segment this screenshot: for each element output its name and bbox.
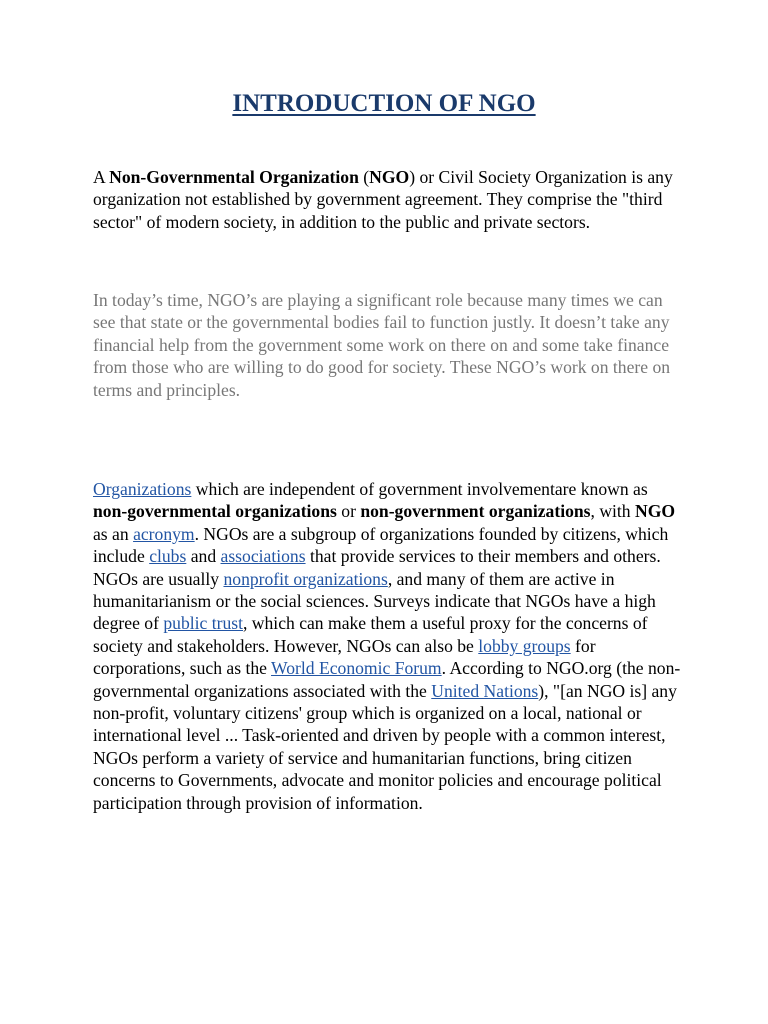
link-associations[interactable]: associations xyxy=(220,546,306,567)
paragraph-definition xyxy=(93,166,683,233)
link-nonprofit-organizations[interactable]: nonprofit organizations xyxy=(223,568,388,589)
bold-term: non-governmental organizations xyxy=(93,501,337,522)
text-run: and xyxy=(186,546,221,567)
link-organizations[interactable]: Organizations xyxy=(93,479,192,499)
link-world-economic-forum[interactable]: World Economic Forum xyxy=(271,658,442,679)
link-public-trust[interactable]: public trust xyxy=(163,613,243,634)
text-run: A xyxy=(93,167,110,187)
link-clubs[interactable]: clubs xyxy=(149,546,187,567)
text-run: that provide services to their members and others. NGOs are usually xyxy=(93,546,661,589)
text-run: as an xyxy=(93,523,134,544)
text-run: ) or Civil Society Organization is any organization not established by government agreement. They comprise the "third sector" of modern society, in addition to the public and private sectors. xyxy=(93,167,673,232)
text-run: , with xyxy=(590,501,635,522)
bold-term: Non-Governmental Organization xyxy=(109,167,359,187)
bold-term: NGO xyxy=(369,167,410,187)
text-run: . NGOs are a subgroup of organizations founded by citizens, which include xyxy=(93,523,669,567)
paragraph-organizations xyxy=(93,478,683,814)
bold-term: NGO xyxy=(635,501,676,522)
text-run: , which can make them a useful proxy for the concerns of society and stakeholders. However, NGOs can also be xyxy=(93,613,648,656)
document-title: INTRODUCTION OF NGO xyxy=(232,90,536,117)
bold-term: non-government organizations xyxy=(360,501,591,522)
paragraph-role: In today’s time, NGO’s are playing a significant role because many times we can see that state or the governmental bodies fail to function justly. It doesn’t take any financial help from the government some work on there on and some take finance from those who are willing to do good for society. These NGO’s work on there on terms and principles. xyxy=(93,290,671,400)
text-run: , and many of them are active in humanitarianism or the social sciences. Surveys indicate that NGOs have a high degree of xyxy=(93,568,656,634)
text-run: or xyxy=(336,501,361,522)
link-acronym[interactable]: acronym xyxy=(133,523,195,544)
text-run: for corporations, such as the xyxy=(93,635,596,679)
text-run: which are independent of government involvementare known as xyxy=(191,479,648,499)
link-united-nations[interactable]: United Nations xyxy=(431,680,539,701)
text-run: ), "[an NGO is] any non-profit, voluntary citizens' group which is organized on a local, national or international level ... Task-oriented and driven by people with a common interest, NGOs perform a variety of service and humanitarian functions, bring citizen concerns to Governments, advocate and monitor policies and encourage political participation through provision of information. xyxy=(93,680,677,813)
text-run: . According to NGO.org (the non-governmental organizations associated with the xyxy=(93,658,681,701)
text-run: ( xyxy=(358,167,370,187)
link-lobby-groups[interactable]: lobby groups xyxy=(478,635,571,656)
